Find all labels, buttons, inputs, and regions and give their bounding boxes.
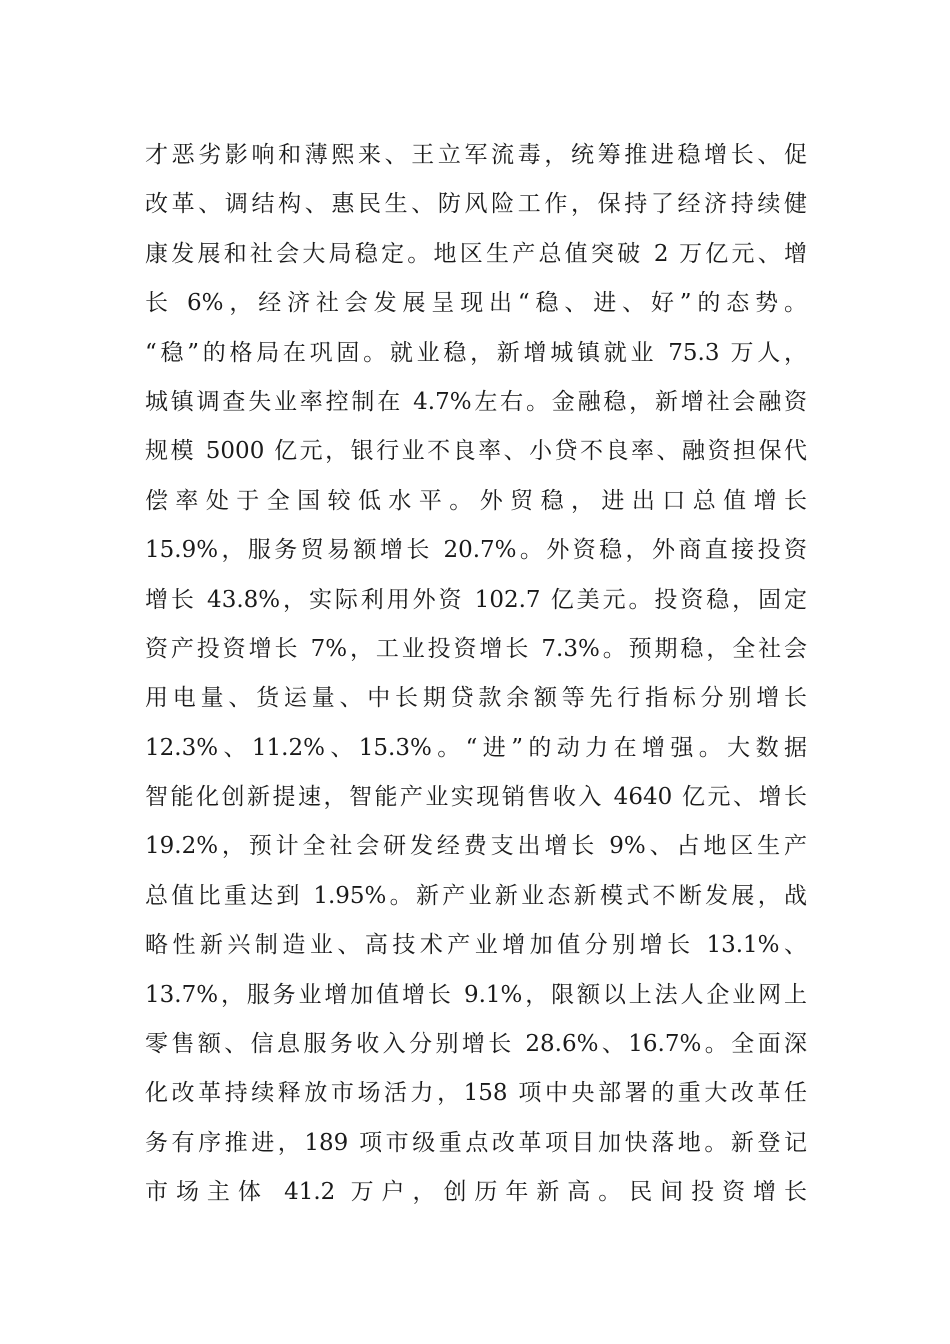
text-line: 略性新兴制造业、高技术产业增加值分别增长 13.1%、	[145, 932, 807, 959]
text-line: 康发展和社会大局稳定。地区生产总值突破 2 万亿元、增	[145, 240, 807, 267]
text-line: 务有序推进，189 项市级重点改革项目加快落地。新登记	[145, 1129, 807, 1156]
text-line: 零售额、信息服务收入分别增长 28.6%、16.7%。全面深	[145, 1031, 807, 1058]
text-line: 市场主体 41.2 万户，创历年新高。民间投资增长	[145, 1179, 807, 1206]
text-line: 用电量、货运量、中长期贷款余额等先行指标分别增长	[145, 685, 807, 712]
text-line: 才恶劣影响和薄熙来、王立军流毒，统筹推进稳增长、促	[145, 142, 807, 168]
text-line: 13.7%，服务业增加值增长 9.1%，限额以上法人企业网上	[145, 981, 807, 1008]
text-line: 长 6%，经济社会发展呈现出“稳、进、好”的态势。	[145, 290, 807, 317]
text-line: 资产投资增长 7%，工业投资增长 7.3%。预期稳，全社会	[145, 635, 807, 662]
text-line: 偿率处于全国较低水平。外贸稳，进出口总值增长	[145, 487, 807, 514]
text-line: 城镇调查失业率控制在 4.7%左右。金融稳，新增社会融资	[145, 388, 807, 415]
text-line: 19.2%，预计全社会研发经费支出增长 9%、占地区生产	[145, 833, 807, 860]
text-line: 化改革持续释放市场活力，158 项中央部署的重大改革任	[145, 1080, 807, 1107]
text-line: 总值比重达到 1.95%。新产业新业态新模式不断发展，战	[145, 882, 807, 909]
text-line: “稳”的格局在巩固。就业稳，新增城镇就业 75.3 万人，	[145, 339, 807, 366]
text-line: 改革、调结构、惠民生、防风险工作，保持了经济持续健	[145, 191, 807, 218]
text-line: 15.9%，服务贸易额增长 20.7%。外资稳，外商直接投资	[145, 537, 807, 564]
text-line: 规模 5000 亿元，银行业不良率、小贷不良率、融资担保代	[145, 438, 807, 465]
text-line: 增长 43.8%，实际利用外资 102.7 亿美元。投资稳，固定	[145, 586, 807, 613]
text-line: 12.3%、11.2%、15.3%。“进”的动力在增强。大数据	[145, 734, 807, 761]
body-paragraph	[145, 131, 807, 1218]
text-line: 智能化创新提速，智能产业实现销售收入 4640 亿元、增长	[145, 784, 807, 811]
